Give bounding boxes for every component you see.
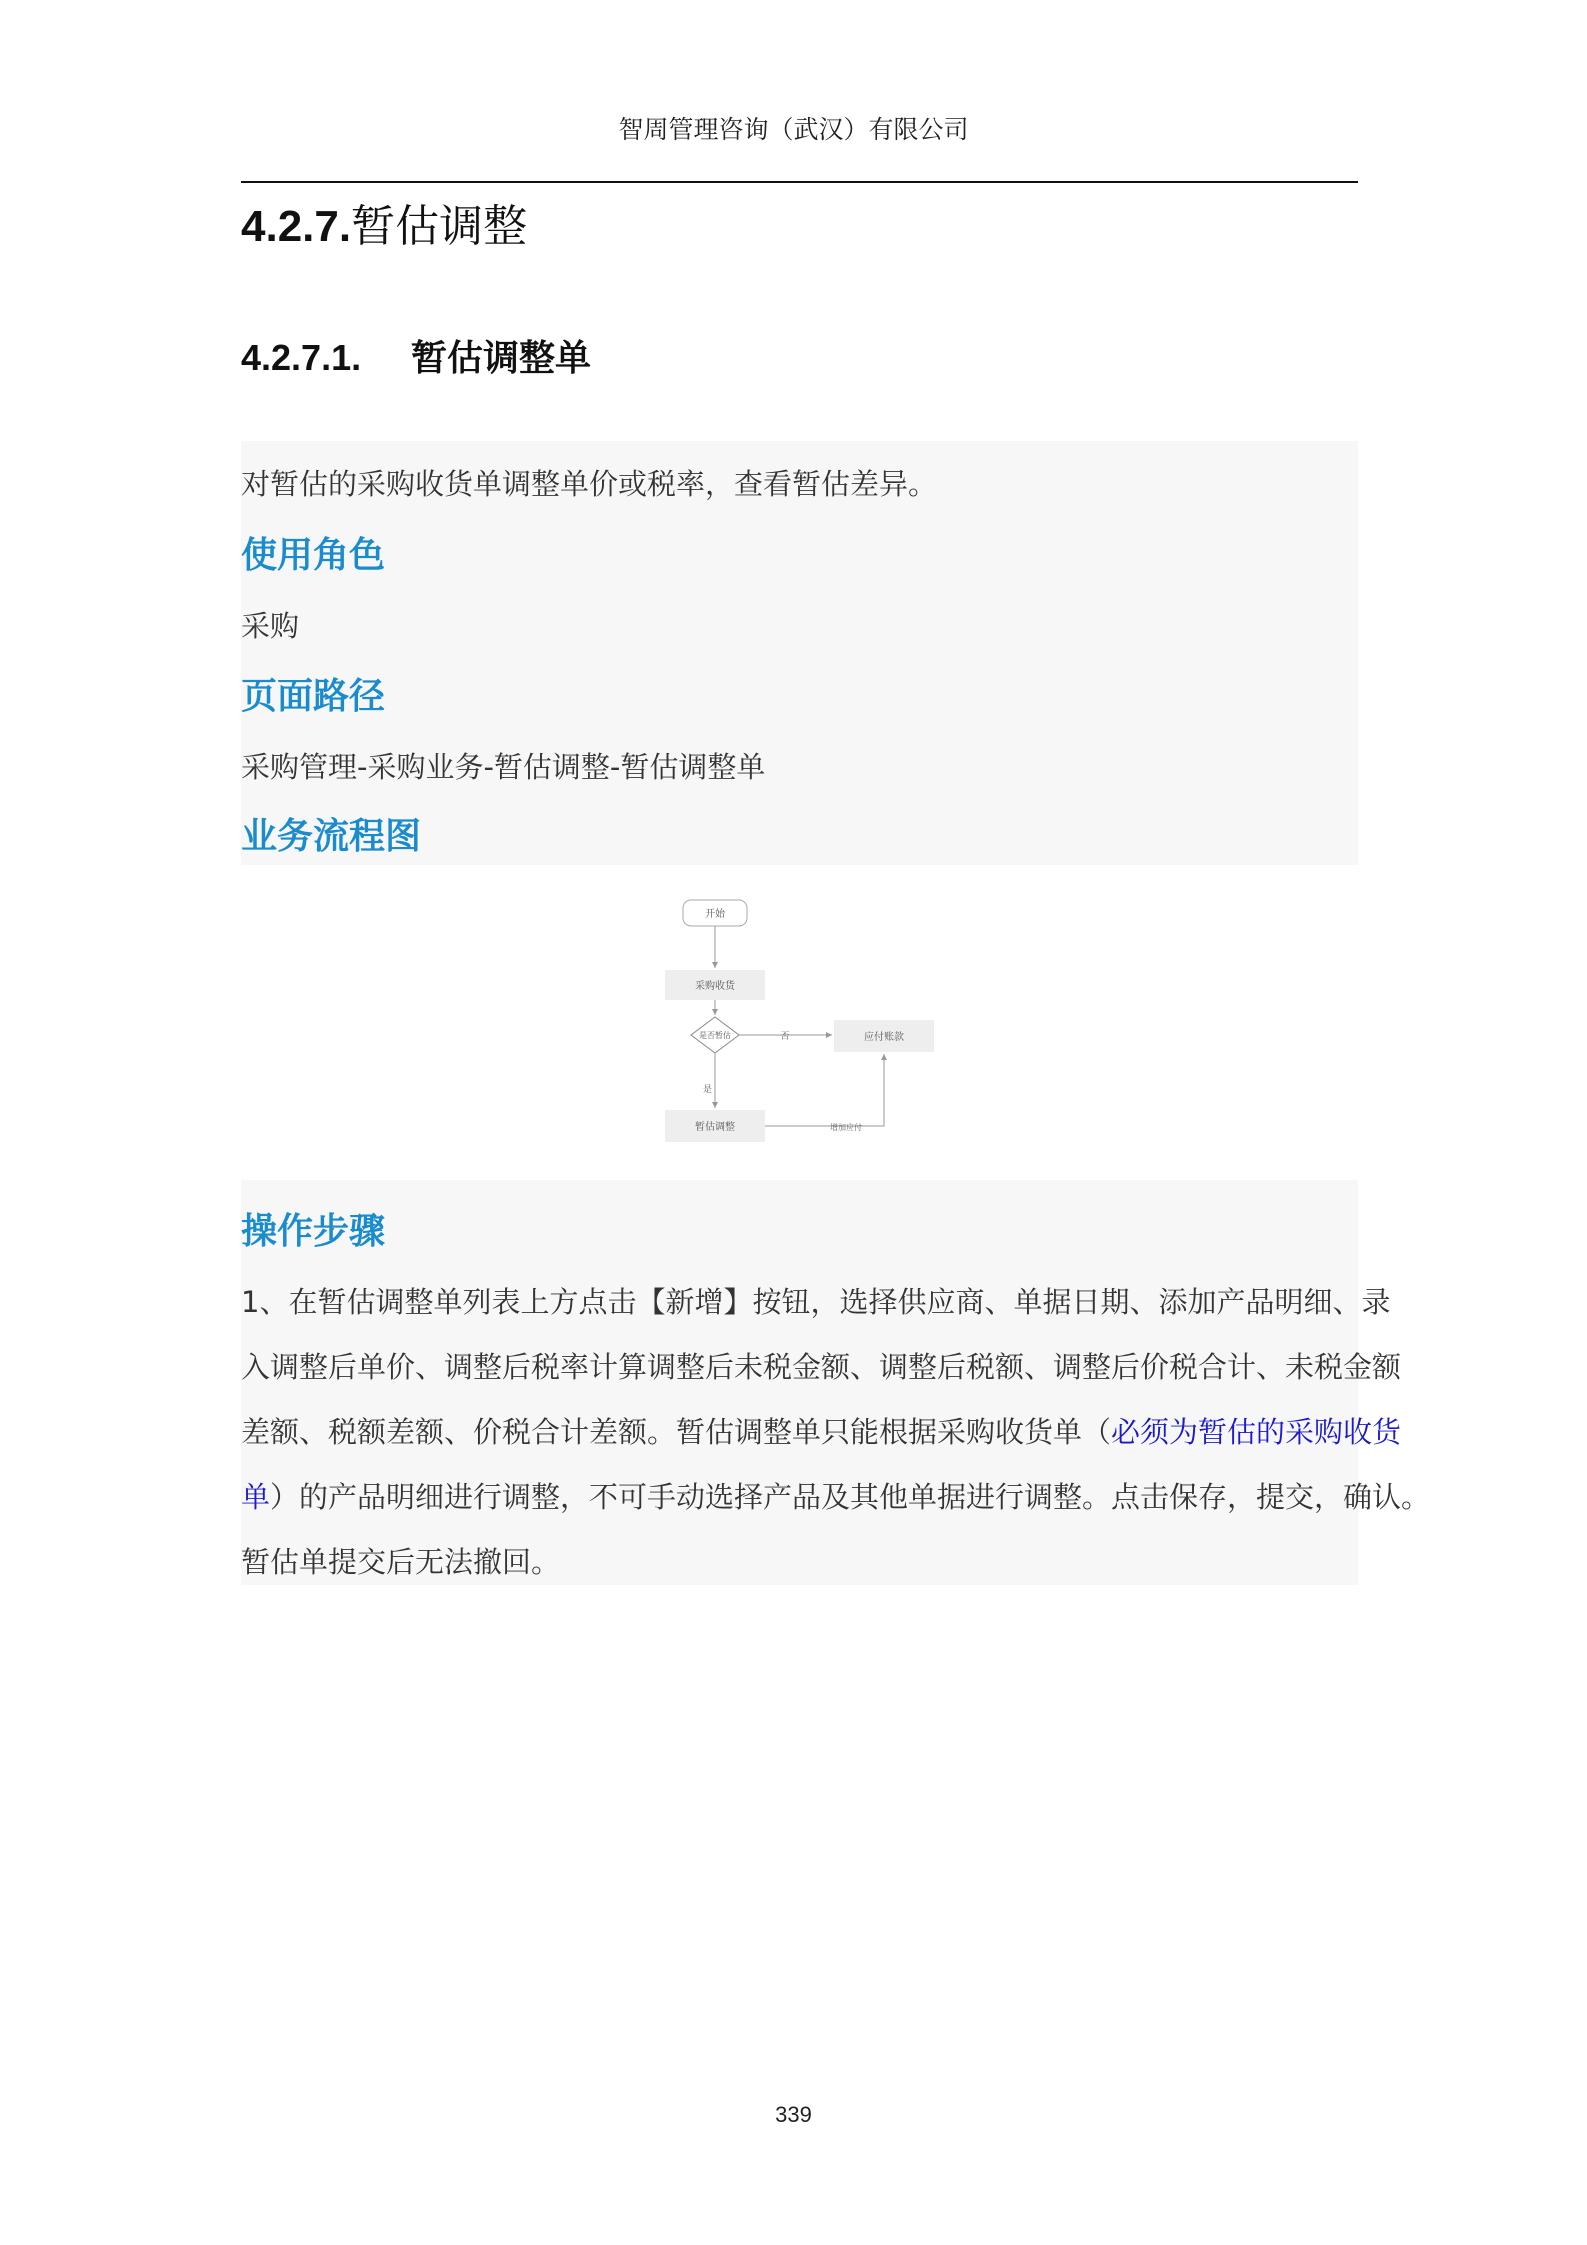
- intro-text: 对暂估的采购收货单调整单价或税率，查看暂估差异。: [241, 467, 938, 501]
- steps-heading: 操作步骤: [241, 1211, 386, 1252]
- flow-receive-label: 采购收货: [695, 981, 735, 992]
- section-number: 4.2.7.: [241, 202, 352, 251]
- flowchart-diagram: [241, 865, 1358, 1180]
- subsection-number: 4.2.7.1.: [241, 337, 362, 378]
- steps-line-2: 入调整后单价、调整后税率计算调整后未税金额、调整后税额、调整后价税合计、未税金额: [241, 1350, 1402, 1384]
- flowchart: [241, 865, 1358, 1180]
- section-heading: [241, 190, 527, 254]
- flow-heading: 业务流程图: [241, 816, 422, 857]
- subsection-heading: [241, 330, 591, 381]
- flow-no-label: 否: [780, 1032, 790, 1042]
- page-number: 339: [775, 2102, 812, 2127]
- section-title: 暂估调整: [351, 201, 528, 252]
- steps-highlight-2: 单: [241, 1480, 271, 1514]
- steps-line-5: 暂估单提交后无法撤回。: [241, 1545, 561, 1579]
- steps-body: [241, 1270, 1431, 1595]
- header-divider: [241, 181, 1358, 183]
- steps-line-4: [241, 1465, 1431, 1530]
- flow-yes-label: 是: [702, 1085, 712, 1095]
- flow-adjust-label: 暂估调整: [695, 1122, 735, 1133]
- steps-line-3: [241, 1400, 1402, 1465]
- steps-line-3-text: 差额、税额差额、价税合计差额。暂估调整单只能根据采购收货单（: [241, 1415, 1112, 1449]
- header-company-name: 智周管理咨询（武汉）有限公司: [618, 115, 969, 144]
- role-value: 采购: [241, 609, 300, 643]
- flow-start-label: 开始: [705, 909, 725, 920]
- flow-edge-adjust-payable: [765, 1054, 884, 1126]
- path-heading: 页面路径: [241, 676, 386, 717]
- flow-decision-label: 是否暂估: [699, 1031, 731, 1040]
- steps-highlight-1: 必须为暂估的采购收货: [1111, 1415, 1402, 1449]
- path-value: 采购管理-采购业务-暂估调整-暂估调整单: [241, 750, 766, 784]
- steps-line-1: 1、在暂估调整单列表上方点击【新增】按钮，选择供应商、单据日期、添加产品明细、录: [241, 1285, 1391, 1319]
- flow-increase-label: 增加应付: [830, 1123, 862, 1132]
- flow-payable-label: 应付账款: [864, 1032, 904, 1043]
- role-heading: 使用角色: [241, 535, 386, 576]
- steps-line-4-text: ）的产品明细进行调整，不可手动选择产品及其他单据进行调整。点击保存，提交，确认。: [270, 1480, 1431, 1514]
- subsection-title: 暂估调整单: [411, 338, 592, 379]
